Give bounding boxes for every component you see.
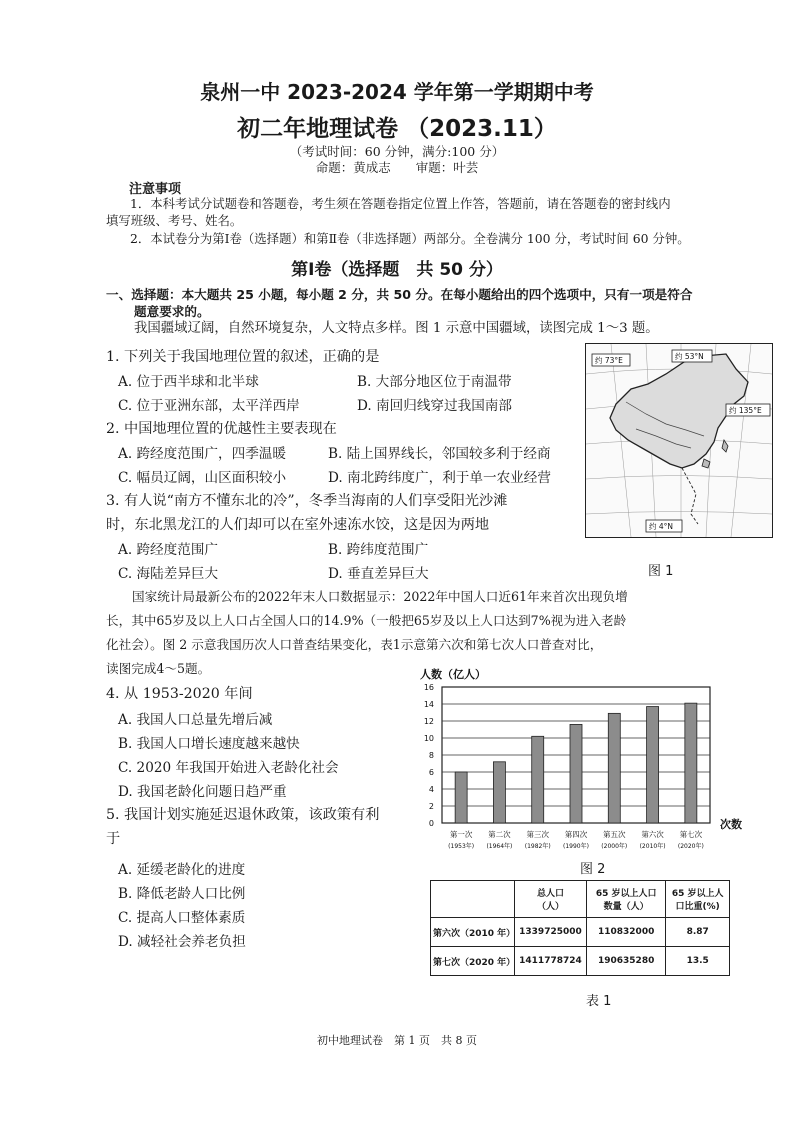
map-label-west: 约 73°E (595, 356, 623, 365)
map-label-north: 约 53°N (675, 352, 704, 361)
chart-x-tick-year: (1982年) (524, 843, 551, 850)
chart-x-tick-year: (1990年) (563, 843, 589, 850)
question-4-option-b: B. 我国人口增长速度越来越快 (118, 736, 300, 752)
intro-text-1: 我国疆域辽阔，自然环境复杂，人文特点多样。图 1 示意中国疆域，读图完成 1～3 题。 (134, 321, 659, 336)
question-1-option-c: C. 位于亚洲东部，太平洋西岸 (118, 398, 300, 414)
question-4-option-a: A. 我国人口总量先增后减 (118, 712, 273, 728)
question-1-stem: 1. 下列关于我国地理位置的叙述，正确的是 (106, 349, 380, 365)
table-header-line: 65 岁以上人 (671, 889, 724, 899)
table-header-line: 总人口 (536, 889, 564, 899)
chart-x-tick-label: 第三次 (526, 830, 549, 839)
chart-bar (685, 703, 697, 823)
notes-heading: 注意事项 (129, 182, 182, 197)
chart-y-tick-label: 0 (428, 819, 434, 828)
table-cell: 1411778724 (514, 947, 586, 976)
figure-2-caption: 图 2 (580, 862, 606, 877)
exam-authors: 命题：黄成志 审题：叶芸 (315, 160, 479, 175)
question-2-option-d: D. 南北跨纬度广，利于单一农业经营 (328, 470, 551, 486)
question-1-option-d: D. 南回归线穿过我国南部 (357, 398, 512, 414)
question-4-stem: 4. 从 1953-2020 年间 (106, 686, 253, 702)
part1-instruction-line-1: 一、选择题：本大题共 25 小题，每小题 2 分，共 50 分。在每小题给出的四个选项中，只有一项是符合 (106, 287, 693, 302)
exam-info: （考试时间：60 分钟，满分:100 分） (289, 144, 505, 159)
part1-instruction-line-2: 题意要求的。 (134, 304, 210, 319)
map-label-east: 约 135°E (729, 406, 762, 415)
chart-x-tick-label: 第六次 (641, 830, 664, 839)
question-4-option-c: C. 2020 年我国开始进入老龄化社会 (118, 760, 339, 776)
exam-title: 泉州一中 2023-2024 学年第一学期期中考 (200, 80, 594, 104)
question-5-option-c: C. 提高人口整体素质 (118, 910, 246, 926)
page-footer: 初中地理试卷 第 1 页 共 8 页 (317, 1034, 477, 1047)
question-2-option-a: A. 跨经度范围广，四季温暖 (118, 446, 286, 462)
question-3-stem-line-1: 3. 有人说“南方不懂东北的冷”，冬季当海南的人们享受阳光沙滩 (106, 493, 508, 509)
question-4-option-d: D. 我国老龄化问题日趋严重 (118, 784, 287, 800)
note-2: 2．本试卷分为第Ⅰ卷（选择题）和第Ⅱ卷（非选择题）两部分。全卷满分 100 分，考试时间 60 分钟。 (130, 231, 690, 246)
question-3-stem-line-2: 时，东北黑龙江的人们却可以在室外速冻水饺，这是因为两地 (106, 517, 490, 533)
question-1-option-b: B. 大部分地区位于南温带 (357, 374, 512, 390)
question-1-option-a: A. 位于西半球和北半球 (118, 374, 259, 390)
question-2-option-c: C. 幅员辽阔，山区面积较小 (118, 470, 287, 486)
exam-subtitle: 初二年地理试卷 （2023.11） (237, 116, 557, 142)
table-header-cell (431, 881, 515, 918)
chart-x-tick-year: (1953年) (448, 843, 475, 850)
question-2-stem: 2. 中国地理位置的优越性主要表现在 (106, 421, 337, 437)
chart-x-tick-label: 第一次 (449, 830, 473, 839)
chart-bar (493, 762, 505, 823)
question-2-option-b: B. 陆上国界线长，邻国较多利于经商 (328, 446, 551, 462)
question-3-option-b: B. 跨纬度范围广 (328, 542, 429, 558)
china-map-figure (585, 343, 773, 538)
question-5-option-d: D. 减轻社会养老负担 (118, 934, 246, 950)
table-cell: 第七次（2020 年） (431, 947, 515, 976)
table-cell: 8.87 (666, 918, 730, 947)
question-3-option-c: C. 海陆差异巨大 (118, 566, 219, 582)
table-header-cell (587, 881, 666, 918)
chart-y-tick-label: 6 (428, 768, 434, 777)
population-census-chart (408, 665, 748, 865)
chart-bar (647, 707, 659, 823)
table-header-cell (666, 881, 730, 918)
table-cell: 13.5 (666, 947, 730, 976)
chart-y-tick-label: 8 (428, 751, 434, 760)
intro-text-2-line-2: 长，其中65岁及以上人口占全国人口的14.9%（一般把65岁及以上人口达到7%视为进入老龄 (106, 613, 627, 628)
note-1-line-1: 1．本科考试分试题卷和答题卷，考生须在答题卷指定位置上作答，答题前，请在答题卷的密封线内 (130, 196, 671, 211)
chart-x-tick-label: 第七次 (679, 830, 703, 839)
table-row (431, 918, 730, 947)
population-chart-svg (408, 665, 748, 865)
question-5-option-b: B. 降低老龄人口比例 (118, 886, 246, 902)
chart-x-tick-year: (1964年) (486, 843, 513, 850)
chart-x-tick-year: (2000年) (601, 843, 628, 850)
chart-y-tick-label: 2 (428, 802, 434, 811)
table-cell: 1339725000 (514, 918, 586, 947)
note-1-line-2: 填写班级、考号、姓名。 (106, 213, 243, 228)
table-header-row (431, 881, 730, 918)
chart-x-tick-label: 第二次 (488, 830, 511, 839)
intro-text-2-line-3: 化社会）。图 2 示意我国历次人口普查结果变化，表1示意第六次和第七次人口普查对比， (106, 637, 603, 652)
chart-x-axis-label: 次数 (720, 818, 742, 831)
intro-text-2-line-4: 读图完成4～5题。 (106, 661, 211, 676)
table-1-caption: 表 1 (586, 994, 612, 1009)
table-header-line: 口比重(%) (675, 902, 720, 912)
table-cell: 第六次（2010 年） (431, 918, 515, 947)
chart-y-axis-label: 人数（亿人） (420, 668, 486, 681)
census-comparison-table (430, 880, 730, 976)
chart-y-tick-label: 16 (423, 683, 434, 692)
part1-title: 第Ⅰ卷（选择题 共 50 分） (291, 260, 503, 280)
question-3-option-a: A. 跨经度范围广 (118, 542, 219, 558)
question-3-option-d: D. 垂直差异巨大 (328, 566, 429, 582)
chart-x-tick-year: (2010年) (639, 843, 666, 850)
table-cell: 110832000 (587, 918, 666, 947)
table-header-line: 数量（人） (603, 902, 649, 912)
chart-y-tick-label: 14 (423, 700, 434, 709)
chart-x-tick-year: (2020年) (677, 843, 704, 850)
chart-bar (570, 724, 582, 823)
chart-x-tick-label: 第五次 (603, 830, 626, 839)
table-header-cell (514, 881, 586, 918)
chart-bar (532, 736, 544, 823)
question-5-stem-line-1: 5. 我国计划实施延迟退休政策，该政策有利 (106, 807, 380, 823)
figure-1-caption: 图 1 (648, 564, 674, 579)
chart-y-tick-label: 10 (423, 734, 434, 743)
map-label-south: 约 4°N (649, 522, 674, 531)
chart-y-tick-label: 12 (423, 717, 434, 726)
chart-x-tick-label: 第四次 (564, 830, 588, 839)
chart-y-tick-label: 4 (428, 785, 434, 794)
table-row (431, 947, 730, 976)
intro-text-2-line-1: 国家统计局最新公布的2022年末人口数据显示：2022年中国人口近61年来首次出现负增 (132, 589, 628, 604)
table-header-line: 65 岁以上人口 (595, 889, 657, 899)
table-cell: 190635280 (587, 947, 666, 976)
table-header-line: （人） (536, 902, 564, 912)
china-map-drawing (586, 344, 772, 537)
question-5-option-a: A. 延缓老龄化的进度 (118, 862, 246, 878)
chart-bar (455, 772, 467, 823)
question-5-stem-line-2: 于 (106, 831, 121, 847)
chart-bar (608, 713, 620, 823)
